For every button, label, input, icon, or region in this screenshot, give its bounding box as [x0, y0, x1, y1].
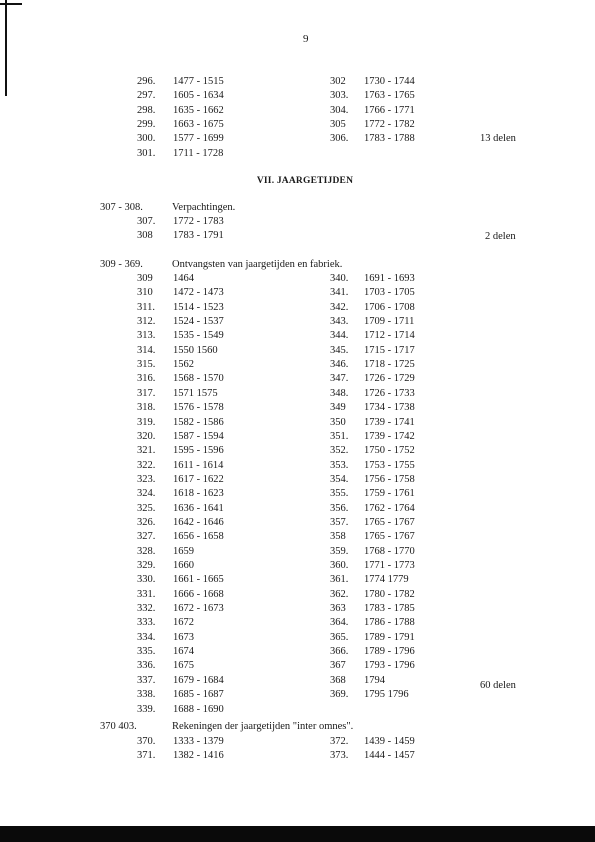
entry-number: 365.	[330, 631, 349, 643]
entry-years: 1789 - 1796	[364, 646, 415, 658]
entry-years: 1772 - 1782	[364, 119, 415, 131]
entry-years: 1718 - 1725	[364, 359, 415, 371]
entry-years: 1673	[173, 631, 194, 643]
entry-number: 329.	[137, 560, 156, 571]
range-label: 370 403.	[100, 721, 137, 732]
entry-number: 300.	[137, 133, 156, 145]
entry-number: 360.	[330, 560, 349, 571]
entry-years: 1672	[173, 617, 194, 629]
entry-years: 1663 - 1675	[173, 119, 224, 131]
entry-number: 298.	[137, 104, 156, 116]
entry-years: 1675	[173, 660, 194, 672]
entry-number: 305	[330, 119, 346, 131]
entry-years: 1617 - 1622	[173, 473, 224, 485]
entry-years: 1765 - 1767	[364, 516, 415, 528]
entry-number: 328.	[137, 545, 156, 557]
entry-number: 359.	[330, 545, 349, 557]
entry-years: 1739 - 1742	[364, 430, 415, 442]
series-title: Ontvangsten van jaargetijden en fabriek.	[172, 259, 343, 270]
volume-count: 13 delen	[480, 133, 516, 145]
entry-number: 370.	[137, 736, 156, 747]
entry-number: 301.	[137, 147, 156, 159]
entry-years: 1789 - 1791	[364, 631, 415, 643]
entry-number: 352.	[330, 445, 349, 457]
entry-years: 1766 - 1771	[364, 104, 415, 116]
entry-number: 340.	[330, 273, 349, 284]
entry-years: 1472 - 1473	[173, 287, 224, 299]
entry-number: 357.	[330, 516, 349, 528]
entry-number: 317.	[137, 387, 156, 399]
entry-number: 344.	[330, 330, 349, 342]
entry-years: 1774 1779	[364, 574, 409, 586]
entry-number: 323.	[137, 473, 156, 485]
entry-years: 1666 - 1668	[173, 588, 224, 600]
entry-number: 320.	[137, 430, 156, 442]
entry-years: 1605 - 1634	[173, 90, 224, 102]
entry-number: 314.	[137, 344, 156, 356]
entry-years: 1762 - 1764	[364, 502, 415, 514]
entry-number: 362.	[330, 588, 349, 600]
entry-years: 1514 - 1523	[173, 301, 224, 313]
entry-years: 1635 - 1662	[173, 104, 224, 116]
entry-number: 307.	[137, 216, 156, 227]
entry-years: 1739 - 1741	[364, 416, 415, 428]
entry-years: 1439 - 1459	[364, 736, 415, 747]
entry-number: 347.	[330, 373, 349, 385]
page-number: 9	[303, 33, 309, 45]
entry-years: 1795 1796	[364, 689, 409, 701]
entry-years: 1568 - 1570	[173, 373, 224, 385]
entry-number: 345.	[330, 344, 349, 356]
entry-number: 341.	[330, 287, 349, 299]
range-label: 309 - 369.	[100, 259, 143, 270]
entry-years: 1783 - 1785	[364, 603, 415, 615]
entry-years: 1715 - 1717	[364, 344, 415, 356]
entry-number: 331.	[137, 588, 156, 600]
entry-number: 363	[330, 603, 346, 615]
entry-number: 342.	[330, 301, 349, 313]
entry-number: 339.	[137, 703, 156, 715]
entry-number: 349	[330, 402, 346, 414]
entry-number: 343.	[330, 316, 349, 328]
entry-years: 1772 - 1783	[173, 216, 224, 227]
entry-years: 1783 - 1791	[173, 230, 224, 242]
entry-years: 1734 - 1738	[364, 402, 415, 414]
entry-number: 367	[330, 660, 346, 672]
entry-years: 1783 - 1788	[364, 133, 415, 145]
entry-number: 354.	[330, 473, 349, 485]
entry-number: 348.	[330, 387, 349, 399]
entry-years: 1679 - 1684	[173, 674, 224, 686]
entry-number: 304.	[330, 104, 349, 116]
entry-years: 1672 - 1673	[173, 603, 224, 615]
entry-number: 353.	[330, 459, 349, 471]
entry-number: 308	[137, 230, 153, 242]
entry-years: 1780 - 1782	[364, 588, 415, 600]
entry-years: 1659	[173, 545, 194, 557]
entry-number: 306.	[330, 133, 349, 145]
entry-years: 1535 - 1549	[173, 330, 224, 342]
entry-number: 355.	[330, 488, 349, 500]
entry-years: 1550 1560	[173, 344, 218, 356]
entry-number: 350	[330, 416, 346, 428]
entry-years: 1685 - 1687	[173, 689, 224, 701]
entry-years: 1726 - 1729	[364, 373, 415, 385]
entry-years: 1582 - 1586	[173, 416, 224, 428]
entry-years: 1712 - 1714	[364, 330, 415, 342]
entry-years: 1711 - 1728	[173, 147, 224, 159]
entry-number: 322.	[137, 459, 156, 471]
entry-years: 1477 - 1515	[173, 76, 224, 87]
entry-number: 310	[137, 287, 153, 299]
entry-years: 1660	[173, 560, 194, 571]
entry-number: 312.	[137, 316, 156, 328]
entry-years: 1794	[364, 674, 385, 686]
entry-years: 1333 - 1379	[173, 736, 224, 747]
entry-years: 1763 - 1765	[364, 90, 415, 102]
entry-number: 330.	[137, 574, 156, 586]
entry-number: 369.	[330, 689, 349, 701]
entry-years: 1524 - 1537	[173, 316, 224, 328]
entry-years: 1706 - 1708	[364, 301, 415, 313]
range-label: 307 - 308.	[100, 202, 143, 213]
entry-number: 373.	[330, 750, 349, 762]
entry-years: 1464	[173, 273, 194, 284]
entry-years: 1618 - 1623	[173, 488, 224, 500]
entry-years: 1771 - 1773	[364, 560, 415, 571]
section-heading: VII. JAARGETIJDEN	[256, 176, 354, 186]
entry-years: 1786 - 1788	[364, 617, 415, 629]
entry-number: 299.	[137, 119, 156, 131]
entry-number: 324.	[137, 488, 156, 500]
entry-years: 1562	[173, 359, 194, 371]
entry-years: 1611 - 1614	[173, 459, 224, 471]
entry-number: 321.	[137, 445, 156, 457]
entry-number: 316.	[137, 373, 156, 385]
entry-years: 1753 - 1755	[364, 459, 415, 471]
entry-years: 1674	[173, 646, 194, 658]
entry-number: 311.	[137, 301, 155, 313]
entry-number: 303.	[330, 90, 349, 102]
entry-years: 1661 - 1665	[173, 574, 224, 586]
entry-number: 333.	[137, 617, 156, 629]
entry-years: 1636 - 1641	[173, 502, 224, 514]
volume-count: 60 delen	[480, 680, 516, 691]
entry-years: 1703 - 1705	[364, 287, 415, 299]
scan-bottom-edge	[0, 826, 595, 842]
entry-number: 315.	[137, 359, 156, 371]
entry-years: 1756 - 1758	[364, 473, 415, 485]
entry-years: 1750 - 1752	[364, 445, 415, 457]
entry-years: 1595 - 1596	[173, 445, 224, 457]
entry-years: 1571 1575	[173, 387, 218, 399]
entry-number: 366.	[330, 646, 349, 658]
entry-number: 361.	[330, 574, 349, 586]
entry-years: 1691 - 1693	[364, 273, 415, 284]
entry-number: 327.	[137, 531, 156, 543]
entry-number: 318.	[137, 402, 156, 414]
entry-number: 351.	[330, 430, 349, 442]
entry-number: 309	[137, 273, 153, 284]
entry-number: 332.	[137, 603, 156, 615]
entry-years: 1793 - 1796	[364, 660, 415, 672]
entry-years: 1709 - 1711	[364, 316, 415, 328]
entry-number: 302	[330, 76, 346, 87]
series-title: Verpachtingen.	[172, 202, 236, 213]
entry-number: 364.	[330, 617, 349, 629]
entry-years: 1642 - 1646	[173, 516, 224, 528]
entry-years: 1576 - 1578	[173, 402, 224, 414]
entry-number: 372.	[330, 736, 349, 747]
entry-number: 296.	[137, 76, 156, 87]
entry-number: 356.	[330, 502, 349, 514]
entry-years: 1444 - 1457	[364, 750, 415, 762]
scan-margin-mark	[5, 0, 7, 96]
entry-number: 335.	[137, 646, 156, 658]
entry-number: 368	[330, 674, 346, 686]
entry-years: 1688 - 1690	[173, 703, 224, 715]
entry-number: 334.	[137, 631, 156, 643]
entry-number: 325.	[137, 502, 156, 514]
entry-years: 1587 - 1594	[173, 430, 224, 442]
scan-corner-mark	[0, 3, 22, 5]
series-title: Rekeningen der jaargetijden "inter omnes".	[172, 721, 354, 732]
volume-count: 2 delen	[485, 231, 516, 242]
entry-years: 1768 - 1770	[364, 545, 415, 557]
entry-years: 1730 - 1744	[364, 76, 415, 87]
entry-number: 338.	[137, 689, 156, 701]
entry-number: 297.	[137, 90, 156, 102]
entry-years: 1382 - 1416	[173, 750, 224, 762]
entry-number: 371.	[137, 750, 156, 762]
entry-years: 1577 - 1699	[173, 133, 224, 145]
entry-number: 336.	[137, 660, 156, 672]
entry-years: 1759 - 1761	[364, 488, 415, 500]
entry-years: 1656 - 1658	[173, 531, 224, 543]
entry-number: 346.	[330, 359, 349, 371]
entry-number: 319.	[137, 416, 156, 428]
entry-years: 1765 - 1767	[364, 531, 415, 543]
entry-number: 326.	[137, 516, 156, 528]
entry-number: 313.	[137, 330, 156, 342]
entry-number: 358	[330, 531, 346, 543]
entry-years: 1726 - 1733	[364, 387, 415, 399]
entry-number: 337.	[137, 674, 156, 686]
